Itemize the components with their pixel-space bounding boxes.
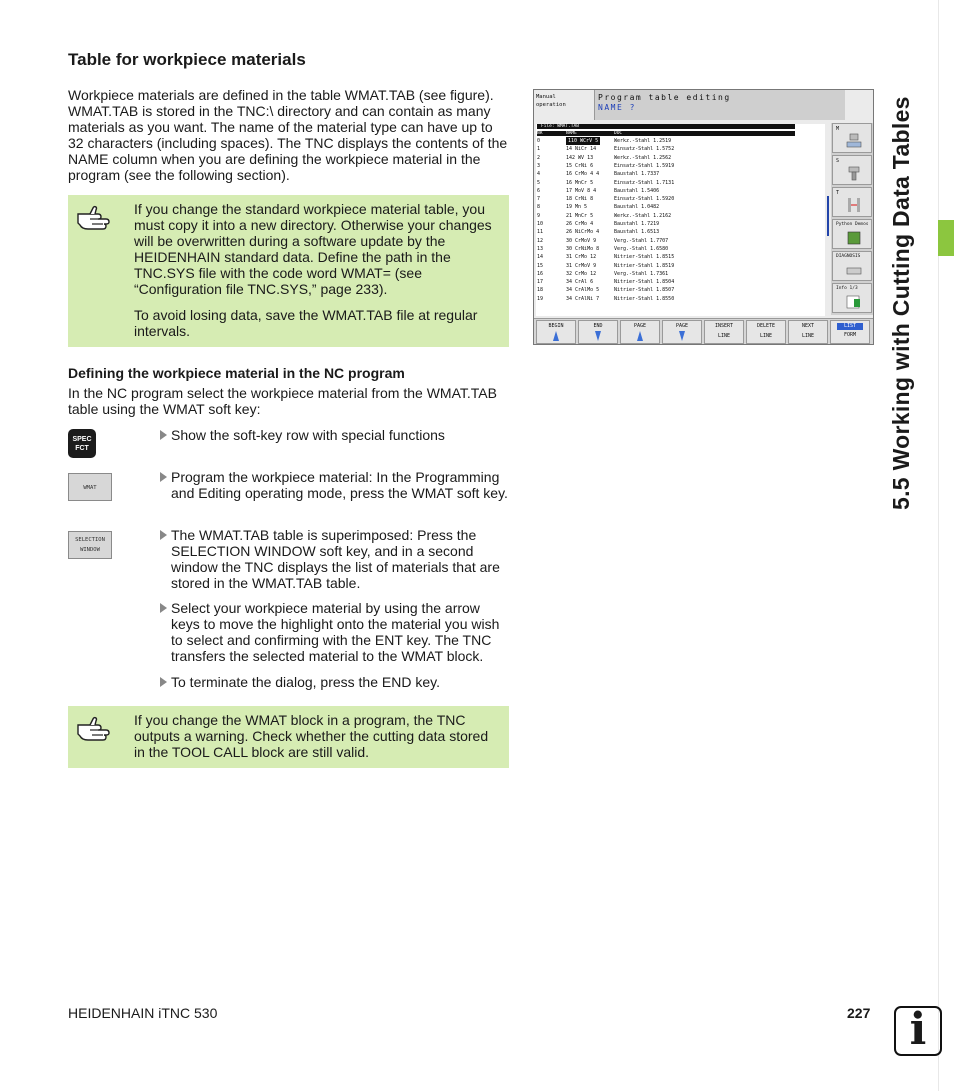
- key-label: SELECTION: [75, 537, 105, 543]
- table-cell-name: 31 CrMo 12: [566, 254, 597, 261]
- table-cell-doc: Baustahl 1.6513: [614, 229, 660, 236]
- softkey-page-up: [620, 320, 660, 344]
- table-cell-nr: 17: [537, 279, 544, 286]
- mode-line: Manual: [536, 94, 556, 100]
- softkey-t: [832, 187, 872, 217]
- table-row: [537, 179, 795, 187]
- softkey-label: Python Demos: [836, 222, 869, 227]
- section-title: Table for workpiece materials: [68, 50, 306, 69]
- key-label: SPEC: [72, 436, 92, 443]
- mode-line: operation: [536, 102, 566, 108]
- table-row: [537, 245, 795, 253]
- table-cell-name: 32 CrMo 12: [566, 270, 597, 277]
- softkey-label: M: [836, 126, 840, 132]
- softkey-label: LINE: [717, 333, 731, 339]
- softkey-next-line: [788, 320, 828, 344]
- scrollbar: [827, 196, 829, 236]
- table-cell-doc: Baustahl 1.7337: [614, 171, 660, 178]
- table-row: [537, 212, 795, 220]
- table-cell-doc: Nitrier-Stahl 1.8504: [614, 279, 675, 286]
- footer-product: HEIDENHAIN iTNC 530: [68, 1005, 218, 1021]
- softkey-page-down: [662, 320, 702, 344]
- bullet-triangle-icon: [160, 472, 167, 482]
- table-row: [537, 253, 795, 261]
- softkey-label: DELETE: [756, 323, 776, 329]
- wmat-softkey: WMAT: [68, 473, 112, 501]
- table-cell-name: 16 MnCr 5: [566, 179, 594, 186]
- arrow-up-icon: [553, 331, 559, 341]
- chapter-side-title: 5.5 Working with Cutting Data Tables: [888, 96, 914, 510]
- table-row: [537, 170, 795, 178]
- table-cell-doc: Verg.-Stahl 1.6580: [614, 245, 669, 252]
- softkey-label: LINE: [759, 333, 773, 339]
- spec-fct-key: [68, 429, 96, 458]
- note-paragraph: To avoid losing data, save the WMAT.TAB file at regular intervals.: [134, 307, 478, 339]
- table-cell-doc: Nitrier-Stahl 1.8507: [614, 287, 675, 294]
- table-row: [537, 262, 795, 270]
- table-cell-nr: 2: [537, 154, 541, 161]
- pointing-hand-icon: [76, 716, 116, 742]
- step-text: Program the workpiece material: In the Programming and Editing operating mode, press the WMAT soft key.: [171, 469, 508, 501]
- table-cell-name: 34 CrAl 6: [566, 279, 594, 286]
- table-row: [537, 286, 795, 294]
- screen-mode-label: [536, 93, 592, 109]
- softkey-begin: [536, 320, 576, 344]
- table-cell-nr: 0: [537, 138, 541, 144]
- softkey-delete-line: [746, 320, 786, 344]
- note-paragraph: If you change the standard workpiece material table, you must copy it into a new directory. Otherwise your changes will be overwritten during a software update by the HEIDENHAIN standard data. Define the path in the TNC.SYS file with the code word WMAT= (see “Configuration file TNC.SYS,” page 233).: [134, 201, 492, 297]
- arrow-down-icon: [679, 331, 685, 341]
- table-row: [537, 145, 795, 153]
- table-cell-doc: Nitrier-Stahl 1.8519: [614, 262, 675, 269]
- column-header: DOC: [614, 131, 623, 136]
- table-cell-doc: Einsatz-Stahl 1.5920: [614, 196, 675, 203]
- pointing-hand-icon: [76, 205, 116, 231]
- table-cell-nr: 10: [537, 221, 544, 227]
- table-cell-nr: 9: [537, 212, 541, 219]
- table-cell-nr: 12: [537, 237, 544, 244]
- table-row: [537, 195, 795, 203]
- subheading: Defining the workpiece material in the NC program: [68, 365, 405, 381]
- softkey-s: [832, 155, 872, 185]
- step-item: [160, 527, 512, 591]
- table-row: [537, 270, 795, 278]
- table-cell-name: 18 CrNi 8: [566, 196, 594, 203]
- table-row: [537, 154, 795, 162]
- softkey-info: [832, 283, 872, 313]
- table-cell-doc: Nitrier-Stahl 1.8515: [614, 254, 675, 261]
- screen-title: Program table editing: [598, 93, 731, 102]
- table-row: [537, 203, 795, 211]
- info-icon: i: [894, 1006, 942, 1056]
- step-text: Show the soft-key row with special functions: [171, 427, 445, 443]
- table-cell-nr: 13: [537, 245, 544, 252]
- table-cell-name: 19 Mn 5: [566, 204, 588, 211]
- table-cell-nr: 16: [537, 270, 544, 277]
- python-icon: [845, 230, 863, 248]
- note-box: [68, 706, 509, 768]
- softkey-label: INSERT: [714, 323, 734, 329]
- table-cell-name: 14 NiCr 14: [566, 146, 597, 153]
- table-cell-doc: Verg.-Stahl 1.7361: [614, 270, 669, 277]
- table-row: [537, 228, 795, 236]
- table-cell-name: 16 CrMo 4 4: [566, 171, 600, 178]
- softkey-python-demos: [832, 219, 872, 249]
- table-cell-doc: Baustahl 1.5406: [614, 187, 660, 194]
- table-cell-nr: 4: [537, 171, 541, 178]
- table-cell-name: 15 CrNi 6: [566, 162, 594, 169]
- table-cell-doc: Einsatz-Stahl 1.5752: [614, 146, 675, 153]
- softkey-label: LIST: [837, 323, 863, 330]
- info-icon: [845, 294, 863, 312]
- chapter-tab: [938, 220, 954, 256]
- horizontal-softkey-bar: [534, 318, 873, 344]
- step-item: [160, 469, 512, 501]
- table-cell-name: 30 CrMoV 9: [566, 237, 597, 244]
- table-row: [537, 162, 795, 170]
- table-cell-name: 17 MoV 8 4: [566, 187, 597, 194]
- margin-rule: [938, 0, 939, 1091]
- softkey-label: T: [836, 190, 840, 196]
- table-row: [537, 278, 795, 286]
- table-row: [537, 220, 795, 228]
- softkey-label: NEXT: [801, 323, 815, 329]
- table-cell-nr: 3: [537, 162, 541, 169]
- softkey-label: DIAGNOSIS: [836, 254, 861, 259]
- arrow-up-icon: [637, 331, 643, 341]
- screen-prompt: NAME ?: [598, 103, 636, 112]
- step-item: [160, 427, 512, 443]
- softkey-end: [578, 320, 618, 344]
- page-number: 227: [847, 1005, 871, 1021]
- intro-paragraph: Workpiece materials are defined in the table WMAT.TAB (see figure). WMAT.TAB is stored in the TNC:\ directory and can contain as many materials as you want. The name of the material type can have up to 32 characters (including spaces). The TNC displays the contents of the NAME column when you are defining the workpiece material in the program (see the following section).: [68, 87, 508, 183]
- softkey-label: END: [593, 323, 603, 329]
- table-cell-doc: Werkz.-Stahl 1.2162: [614, 212, 672, 219]
- subheading-paragraph: In the NC program select the workpiece material from the WMAT.TAB table using the WMAT soft key:: [68, 385, 497, 417]
- softkey-label: LINE: [801, 333, 815, 339]
- table-cell-nr: 18: [537, 287, 544, 294]
- table-cell-name: 21 MnCr 5: [566, 212, 594, 219]
- table-cell-name: 30 CrNiMo 8: [566, 245, 600, 252]
- softkey-label: BEGIN: [548, 323, 564, 329]
- step-item: [160, 674, 512, 690]
- table-row: [537, 237, 795, 245]
- table-cell-name: 34 CrAlNi 7: [566, 295, 600, 302]
- step-text: To terminate the dialog, press the END key.: [171, 674, 440, 690]
- step-text: Select your workpiece material by using the arrow keys to move the highlight onto the material you wish to select and confirming with the ENT key. The TNC transfers the selected material to the WMAT block.: [171, 600, 500, 664]
- softkey-label: PAGE: [675, 323, 689, 329]
- step-item: [160, 600, 512, 664]
- table-cell-nr: 15: [537, 262, 544, 269]
- spindle-icon: [845, 164, 863, 182]
- diagnosis-icon: [845, 262, 863, 280]
- table-cell-doc: Werkz.-Stahl 1.2562: [614, 154, 672, 161]
- bullet-triangle-icon: [160, 430, 167, 440]
- note-box: [68, 195, 509, 347]
- table-cell-doc: Verg.-Stahl 1.7707: [614, 237, 669, 244]
- table-cell-name: 26 NiCrMo 4: [566, 229, 600, 236]
- softkey-label: Info 1/3: [836, 286, 858, 291]
- table-cell-nr: 5: [537, 179, 541, 186]
- table-cell-name: 142 WV 13: [566, 154, 594, 161]
- machine-icon: [845, 132, 863, 150]
- column-header: NR: [537, 131, 543, 136]
- softkey-label: PAGE: [633, 323, 647, 329]
- bullet-triangle-icon: [160, 677, 167, 687]
- tool-icon: [845, 196, 863, 214]
- table-cell-nr: 14: [537, 254, 544, 261]
- table-header: [537, 131, 795, 136]
- note-paragraph: If you change the WMAT block in a program, the TNC outputs a warning. Check whether the cutting data stored in the TOOL CALL block are still valid.: [134, 712, 489, 760]
- softkey-insert-line: [704, 320, 744, 344]
- softkey-list-form: [830, 320, 870, 344]
- table-cell-doc: Einsatz-Stahl 1.5919: [614, 162, 675, 169]
- key-label: WINDOW: [80, 547, 100, 553]
- table-cell-name: 26 CrMo 4: [566, 221, 594, 227]
- table-cell-doc: Werkz.-Stahl 1.2519: [614, 138, 672, 144]
- bullet-triangle-icon: [160, 530, 167, 540]
- table-cell-name: 110 WCrV 5: [568, 138, 599, 144]
- table-cell-nr: 8: [537, 204, 541, 211]
- table-file-label: File: WMAT.TAB: [537, 124, 795, 129]
- column-header: NAME: [566, 131, 577, 136]
- tnc-screenshot: [533, 89, 874, 345]
- table-cell-nr: 1: [537, 146, 541, 153]
- selection-window-softkey: [68, 531, 112, 559]
- table-cell-doc: Einsatz-Stahl 1.7131: [614, 179, 675, 186]
- table-row: [537, 137, 795, 145]
- table-row: [537, 187, 795, 195]
- table-cell-nr: 7: [537, 196, 541, 203]
- table-row: [537, 295, 795, 303]
- table-cell-name: 31 CrMoV 9: [566, 262, 597, 269]
- softkey-diagnosis: [832, 251, 872, 281]
- table-cell-doc: Nitrier-Stahl 1.8550: [614, 295, 675, 302]
- softkey-label: FORM: [843, 332, 857, 338]
- arrow-down-icon: [595, 331, 601, 341]
- table-cell-doc: Baustahl 1.0482: [614, 204, 660, 211]
- bullet-triangle-icon: [160, 603, 167, 613]
- softkey-m: [832, 123, 872, 153]
- table-cell-name: 34 CrAlMo 5: [566, 287, 600, 294]
- material-table: [536, 124, 825, 316]
- table-cell-nr: 6: [537, 187, 541, 194]
- table-cell-doc: Baustahl 1.7219: [614, 221, 660, 227]
- step-text: The WMAT.TAB table is superimposed: Press the SELECTION WINDOW soft key, and in a second window the TNC displays the list of materials that are stored in the WMAT.TAB table.: [171, 527, 500, 591]
- key-label: FCT: [75, 445, 89, 452]
- screen-header: [594, 90, 845, 120]
- table-cell-nr: 11: [537, 229, 544, 236]
- vertical-softkey-bar: [831, 123, 873, 315]
- table-cell-nr: 19: [537, 295, 544, 302]
- softkey-label: S: [836, 158, 840, 164]
